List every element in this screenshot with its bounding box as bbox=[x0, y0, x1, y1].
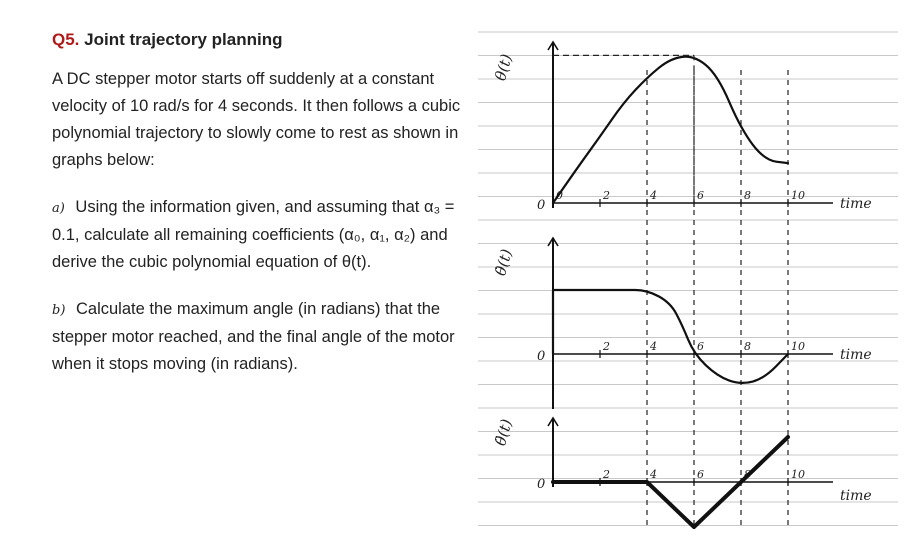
tick-label-0-6: 6 bbox=[697, 189, 704, 202]
x-axis-label-0: time bbox=[840, 196, 872, 212]
tick-label-1-6: 6 bbox=[697, 340, 704, 353]
tick-label-2-6: 6 bbox=[697, 468, 704, 481]
origin-label-2: 0 bbox=[537, 477, 546, 492]
trajectory-graphs bbox=[478, 20, 898, 530]
tick-label-2-10: 10 bbox=[791, 468, 805, 481]
tick-label-1-4: 4 bbox=[650, 340, 657, 353]
tick-label-2-2: 2 bbox=[603, 468, 610, 481]
origin-label-0: 0 bbox=[537, 198, 546, 213]
question-intro: A DC stepper motor starts off suddenly at a constant velocity of 10 rad/s for 4 seconds. It then follows a cubic polynomial trajectory to slowly come to rest as shown in graphs below: bbox=[52, 70, 461, 169]
question-part-a bbox=[52, 194, 482, 276]
part-b-text: Calculate the maximum angle (in radians) that the stepper motor reached, and the final angle of the motor when it stops moving (in radians). bbox=[52, 300, 455, 373]
y-axis-label-1: θ̇(t) bbox=[491, 247, 516, 278]
question-number: Q5. bbox=[52, 30, 80, 49]
y-axis-label-0: θ(t) bbox=[491, 52, 516, 83]
tick-label-1-2: 2 bbox=[603, 340, 610, 353]
tick-label-1-10: 10 bbox=[791, 340, 805, 353]
x-axis-label-1: time bbox=[840, 347, 872, 363]
tick-label-2-4: 4 bbox=[650, 468, 657, 481]
tick-label-0-4: 4 bbox=[650, 189, 657, 202]
tick-label-2-8: 8 bbox=[744, 468, 751, 481]
origin-label-1: 0 bbox=[537, 349, 546, 364]
question-title bbox=[52, 30, 482, 50]
part-b-label: b) bbox=[52, 303, 66, 318]
tick-label-0-0: 0 bbox=[556, 189, 563, 202]
question-title-text: Joint trajectory planning bbox=[84, 30, 283, 49]
trajectory-figure bbox=[478, 20, 898, 530]
part-a-label: a) bbox=[52, 201, 65, 216]
tick-label-1-8: 8 bbox=[744, 340, 751, 353]
tick-label-0-10: 10 bbox=[791, 189, 805, 202]
y-axis-label-2: θ̈(t) bbox=[491, 417, 516, 448]
question-part-b bbox=[52, 296, 482, 378]
tick-label-0-2: 2 bbox=[603, 189, 610, 202]
series-line-1 bbox=[553, 290, 788, 383]
question-block bbox=[52, 22, 482, 378]
x-axis-label-2: time bbox=[840, 488, 872, 504]
tick-label-0-8: 8 bbox=[744, 189, 751, 202]
part-a-text: Using the information given, and assuming that α₃ = 0.1, calculate all remaining coefficients (α₀, α₁, α₂) and derive the cubic polynomial equation of θ(t). bbox=[52, 198, 455, 271]
